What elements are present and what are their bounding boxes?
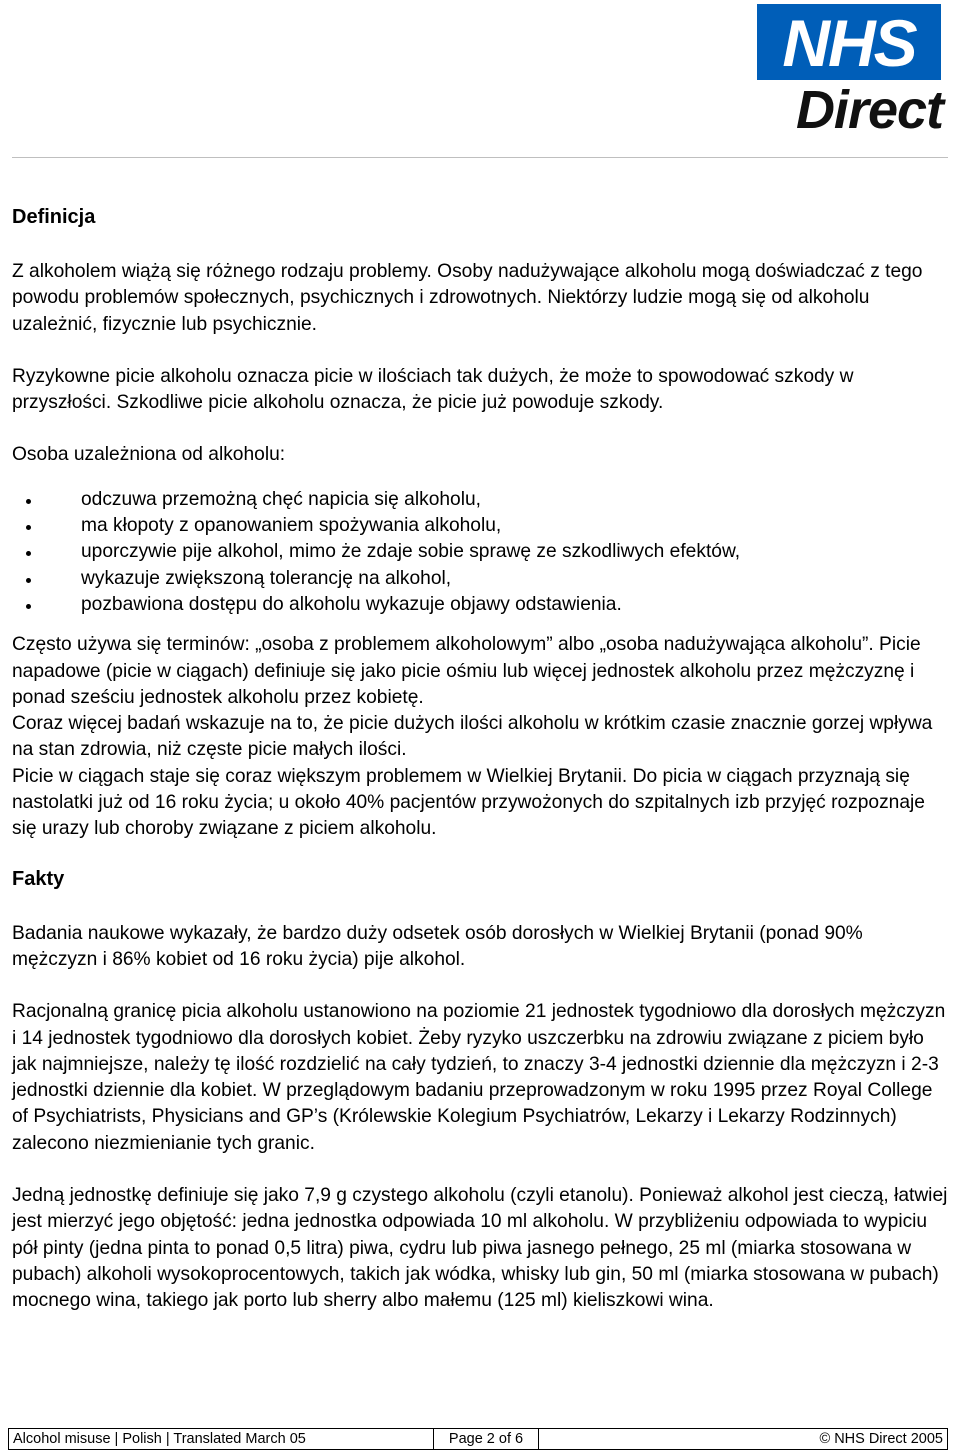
- heading-facts: Fakty: [12, 867, 65, 890]
- paragraph: Coraz więcej badań wskazuje na to, że picie dużych ilości alkoholu w krótkim czasie znacznie gorzej wpływa na stan zdrowia, niż częste picie małych ilości.: [12, 713, 933, 761]
- list-item: uporczywie pije alkohol, mimo że zdaje sobie sprawę ze szkodliwych efektów,: [12, 539, 948, 565]
- nhs-logo-box: [757, 4, 941, 80]
- list-item: odczuwa przemożną chęć napicia się alkoholu,: [12, 487, 948, 513]
- list-item: ma kłopoty z opanowaniem spożywania alkoholu,: [12, 513, 948, 539]
- footer-copyright: © NHS Direct 2005: [819, 1431, 943, 1447]
- page-footer: [8, 1428, 948, 1450]
- paragraph: Racjonalną granicę picia alkoholu ustanowiono na poziomie 21 jednostek tygodniowo dla dorosłych mężczyzn i 14 jednostek tygodniowo dla dorosłych kobiet. Żeby ryzyko uszczerbku na zdrowiu związane z piciem było jak najmniejsze, należy tę ilość rozdzielić na cały tydzień, to znaczy 3-4 jednostki dziennie dla mężczyzn i 2-3 jednostki dziennie dla kobiet. W przeglądowym badaniu przeprowadzonym w roku 1995 przez Royal College of Psychiatrists, Physicians and GP’s (Królewskie Kolegium Psychiatrów, Lekarzy i Lekarzy Rodzinnych) zalecono niezmienianie tych granic.: [12, 1001, 946, 1154]
- header-divider: [12, 157, 948, 158]
- list-item: wykazuje zwiększoną tolerancję na alkohol,: [12, 566, 948, 592]
- footer-document-info: Alcohol misuse | Polish | Translated March 05: [9, 1429, 434, 1449]
- paragraph: Picie w ciągach staje się coraz większym problemem w Wielkiej Brytanii. Do picia w ciągach przyznają się nastolatki już od 16 roku życia; u około 40% pacjentów przywożonych do szpitalnych izb przyjęć rozpoznaje się urazy lub choroby związane z piciem alkoholu.: [12, 765, 925, 840]
- heading-definition: Definicja: [12, 206, 96, 228]
- list-item: pozbawiona dostępu do alkoholu wykazuje objawy odstawienia.: [12, 592, 948, 618]
- paragraph: Często używa się terminów: „osoba z problemem alkoholowym” albo „osoba nadużywająca alkoholu”. Picie napadowe (picie w ciągach) definiuje się jako picie ośmiu lub więcej jednostek alkoholu przez mężczyznę i ponad sześciu jednostek alkoholu przez kobietę.: [12, 634, 921, 708]
- logo-nhs-text: NHS: [782, 6, 916, 80]
- document-body: [12, 201, 948, 1315]
- paragraph: Osoba uzależniona od alkoholu:: [12, 444, 286, 466]
- nhs-direct-logo: [753, 4, 943, 140]
- logo-direct-text: Direct: [795, 80, 943, 140]
- addiction-criteria-list: [12, 487, 948, 618]
- paragraph: Ryzykowne picie alkoholu oznacza picie w ilościach tak dużych, że może to spowodować szkody w przyszłości. Szkodliwe picie alkoholu oznacza, że picie już powoduje szkody.: [12, 365, 854, 414]
- paragraph: Badania naukowe wykazały, że bardzo duży odsetek osób dorosłych w Wielkiej Brytanii (ponad 90% mężczyzn i 86% kobiet od 16 roku życia) pije alkohol.: [12, 922, 863, 970]
- paragraph: Jedną jednostkę definiuje się jako 7,9 g czystego alkoholu (czyli etanolu). Ponieważ alkohol jest cieczą, łatwiej jest mierzyć jego objętość: jedna jednostka odpowiada 10 ml alkoholu. W przybliżeniu odpowiada to wypiciu pół pinty (jedna pinta to ponad 0,5 litra) piwa, cydru lub piwa jasnego pełnego, 25 ml (miarka stosowana w pubach) alkoholi wysokoprocentowych, takich jak wódka, whisky lub gin, 50 ml (miarka stosowana w pubach) mocnego wina, takiego jak porto lub sherry albo małemu (125 ml) kieliszkowi wina.: [12, 1185, 948, 1312]
- footer-page-number: Page 2 of 6: [434, 1429, 539, 1449]
- paragraph: Z alkoholem wiążą się różnego rodzaju problemy. Osoby nadużywające alkoholu mogą doświadczać z tego powodu problemów społecznych, psychicznych i zdrowotnych. Niektórzy ludzie mogą się od alkoholu uzależnić, fizycznie lub psychicznie.: [12, 261, 923, 335]
